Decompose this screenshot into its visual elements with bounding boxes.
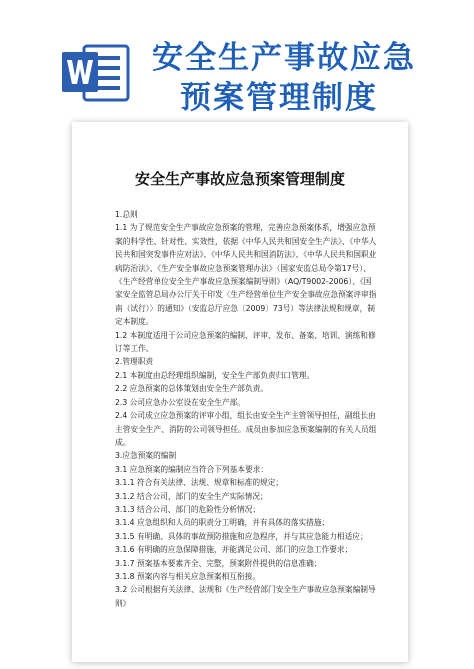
- paragraph: 3.应急预案的编制: [115, 451, 177, 461]
- paragraph: 3.1.3 结合公司、部门的危险性分析情况；: [115, 504, 261, 514]
- paragraph: 3.1.7 预案基本要素齐全、完整，预案附件提供的信息准确；: [115, 558, 322, 568]
- paragraph: 1.1 为了规范安全生产事故应急预案的管理，完善应急预案体系，增强应急预案的科学性、针对性、实效性，依据《中华人民共和国安全生产法》、《中华人民共和国突发事件应对法》、《中华人民共和国消防法》、《中华人民共和国职业病防治法》、《生产安全事故应急预案管理办法》（国家安监总局令第17号）、《生产经营单位安全生产事故应急预案编制导则》（AQ/T9002-2006）、《国家安全监管总局办公厅关于印发〈生产经营单位生产安全事故应急预案评审指南（试行）〉的通知》（安监总厅应急〔2009〕73号）等法律法规和规章，制定本制度。: [115, 223, 377, 327]
- paragraph: 3.1.6 有明确的应急保障措施，并能满足公司、部门的应急工作要求；: [115, 545, 353, 555]
- paragraph: 3.1.5 有明确、具体的事故预防措施和应急程序，并与其应急能力相适应；: [115, 531, 368, 541]
- document-page: [72, 122, 408, 662]
- document-title: 安全生产事故应急预案管理制度: [134, 170, 345, 188]
- paragraph: 3.2 公司根据有关法律、法规和《生产经营部门安全生产事故应急预案编制导则》: [115, 585, 376, 608]
- banner-title-line2: 预案管理制度: [180, 80, 378, 116]
- document-body: [115, 208, 377, 610]
- paragraph: 2.管理职责: [115, 357, 154, 367]
- word-document-icon: [62, 42, 130, 104]
- paragraph: 2.3 公司应急办公室设在安全生产部。: [115, 397, 245, 407]
- paragraph: 1.2 本制度适用于公司应急预案的编制、评审、发布、备案、培训、演练和修订等工作。: [115, 330, 376, 354]
- paragraph: 3.1.8 预案内容与相关应急预案相互衔接。: [115, 571, 261, 581]
- paragraph: 3.1 应急预案的编制应当符合下列基本要求：: [115, 464, 269, 474]
- paragraph: 3.1.2 结合公司、部门的安全生产实际情况；: [115, 491, 268, 501]
- banner-title: [152, 38, 452, 118]
- paragraph: 2.1 本制度由总经理组织编制，安全生产部负责归口管理。: [115, 370, 315, 380]
- paragraph: 3.1.1 符合有关法律、法规、规章和标准的规定；: [115, 478, 284, 488]
- paragraph: 2.4 公司成立应急预案的评审小组，组长由安全生产主管领导担任，副组长由主管安全生产、消防的公司领导担任。成员由参加应急预案编制的有关人员组成。: [115, 411, 377, 447]
- paragraph: 1.总则: [115, 210, 138, 219]
- banner: [0, 0, 474, 130]
- paragraph: 2.2 应急预案的总体策划由安全生产部负责。: [115, 384, 269, 394]
- banner-title-line1: 安全生产事故应急: [152, 40, 416, 76]
- paragraph: 3.1.4 应急组织和人员的职责分工明确，并有具体的落实措施；: [115, 518, 330, 528]
